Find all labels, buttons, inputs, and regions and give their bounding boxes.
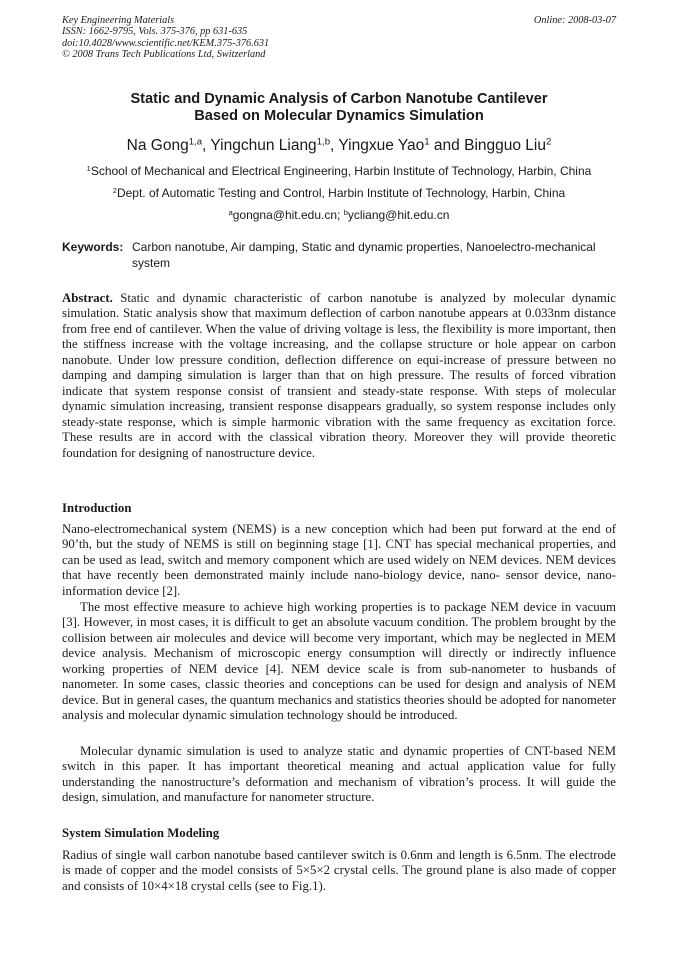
email-line <box>40 208 638 222</box>
affiliation-text: School of Mechanical and Electrical Engineering, Harbin Institute of Technology, Harbin, China <box>90 164 592 178</box>
author-sup: 1,a <box>188 136 203 148</box>
intro-paragraph-2: The most effective measure to achieve high working properties is to package NEM device in vacuum [3]. However, in most cases, it is difficult to get an absolute vacuum condition. The problem brought by the collision between air molecules and device will become very important, which may be neglected in MEM device analysis. Mechanism of microscopic energy consumption will directly or indirectly influence working properties of NEM device [4]. NEM device scale is from sub-nanometer to husbands of nanometer. In some cases, classic theories and conceptions can be used for design and analysis of NEM device. But in general cases, the quantum mechanics and statistics theories should be adopted for nanometer analysis and molecular dynamic simulation technology should be introduced. <box>62 600 617 723</box>
title-line-2: Based on Molecular Dynamics Simulation <box>194 108 484 124</box>
email-b: ycliang@hit.edu.cn <box>347 208 450 222</box>
author-sep: , <box>202 137 211 154</box>
modeling-paragraph-1: Radius of single wall carbon nanotube based cantilever switch is 0.6nm and length is 6.5nm. The electrode is made of copper and the model consists of 5×5×2 crystal cells. The ground plane is also made of copper and consists of 10×4×18 crystal cells (see to Fig.1). <box>62 848 616 893</box>
email-sup: b <box>343 207 348 217</box>
section-heading-introduction: Introduction <box>62 501 132 515</box>
affiliation-text: Dept. of Automatic Testing and Control, Harbin Institute of Technology, Harbin, China <box>116 186 566 200</box>
email-sup: a <box>228 207 233 217</box>
doi-line: doi:10.4028/www.scientific.net/KEM.375-376.631 <box>62 37 270 49</box>
issn-line: ISSN: 1662-9795, Vols. 375-376, pp 631-635 <box>62 26 248 38</box>
author-list <box>62 137 616 155</box>
author-sup: 1 <box>424 136 430 148</box>
affiliation-1 <box>40 164 638 178</box>
email-a: gongna@hit.edu.cn; <box>232 208 341 222</box>
author-sep: , <box>330 137 339 154</box>
abstract-label: Abstract. <box>62 291 113 305</box>
author-sup: 2 <box>545 136 552 148</box>
affiliation-sup: 2 <box>112 185 117 195</box>
copyright-line: © 2008 Trans Tech Publications Ltd, Switzerland <box>62 49 266 61</box>
intro-paragraph-3: Molecular dynamic simulation is used to analyze static and dynamic properties of CNT-based NEM switch in this paper. It has important theoretical meaning and actual application value for fully understanding the nanostructure’s deformation and mechanism of vibration’s process. It will guide the design, simulation, and manufacture for nanometer structure. <box>62 744 616 805</box>
author-name: Yingchun Liang <box>210 137 317 154</box>
abstract-text: Static and dynamic characteristic of carbon nanotube is analyzed by molecular dynamic simulation. Static analysis show that maximum deflection of carbon nanotube appears at 0.033nm distance from free end of cantilever. When the value of driving voltage is less, the flexibility is more important, then the stiffness increase with the voltage increasing, and the collapse structure or hole appear on carbon nanobute. Under low pressure condition, deflection difference on equi-increase of pressure between no damping and damping simulation is larger than that on high pressure. The results of forced vibration indicate that system response consist of transient and steady-state response. With steps of molecular dynamic simulation increasing, transient response disappears gradually, so system response includes only steady-state response, which is simple harmonic vibration with the same frequency as excitation force. These results are in accord with the classical vibration theory. Moreover they will provide theoretic foundation for designing of nanostructure device. <box>62 291 616 460</box>
abstract-paragraph <box>62 291 616 461</box>
keywords-text: Carbon nanotube, Air damping, Static and dynamic properties, Nanoelectro-mechanical system <box>132 240 596 270</box>
author-sep: and <box>429 137 465 154</box>
journal-name: Key Engineering Materials <box>62 15 175 26</box>
author-sup: 1,b <box>316 136 331 148</box>
keywords-label: Keywords: <box>62 240 124 254</box>
keywords-block <box>62 240 616 271</box>
title-line-1: Static and Dynamic Analysis of Carbon Nanotube Cantilever <box>130 91 548 107</box>
paper-title <box>62 91 616 125</box>
affiliation-sup: 1 <box>86 163 91 173</box>
intro-paragraph-1: Nano-electromechanical system (NEMS) is a new conception which had been put forward at the end of 90’th, but the study of NEMS is still on beginning stage [1]. CNT has special mechanical properties, and can be used as lead, switch and memory component which are used widely on NEM devices. NEM devices that have recently been demonstrated mainly include nano-biology device, nano- sensor device, nano-information device [2]. <box>62 522 616 598</box>
author-name: Na Gong <box>126 137 189 154</box>
author-name: Yingxue Yao <box>338 137 425 154</box>
affiliation-2 <box>40 186 638 200</box>
journal-header <box>62 15 616 61</box>
section-heading-modeling: System Simulation Modeling <box>62 826 220 840</box>
author-name: Bingguo Liu <box>464 137 546 154</box>
online-date: Online: 2008-03-07 <box>533 15 616 26</box>
